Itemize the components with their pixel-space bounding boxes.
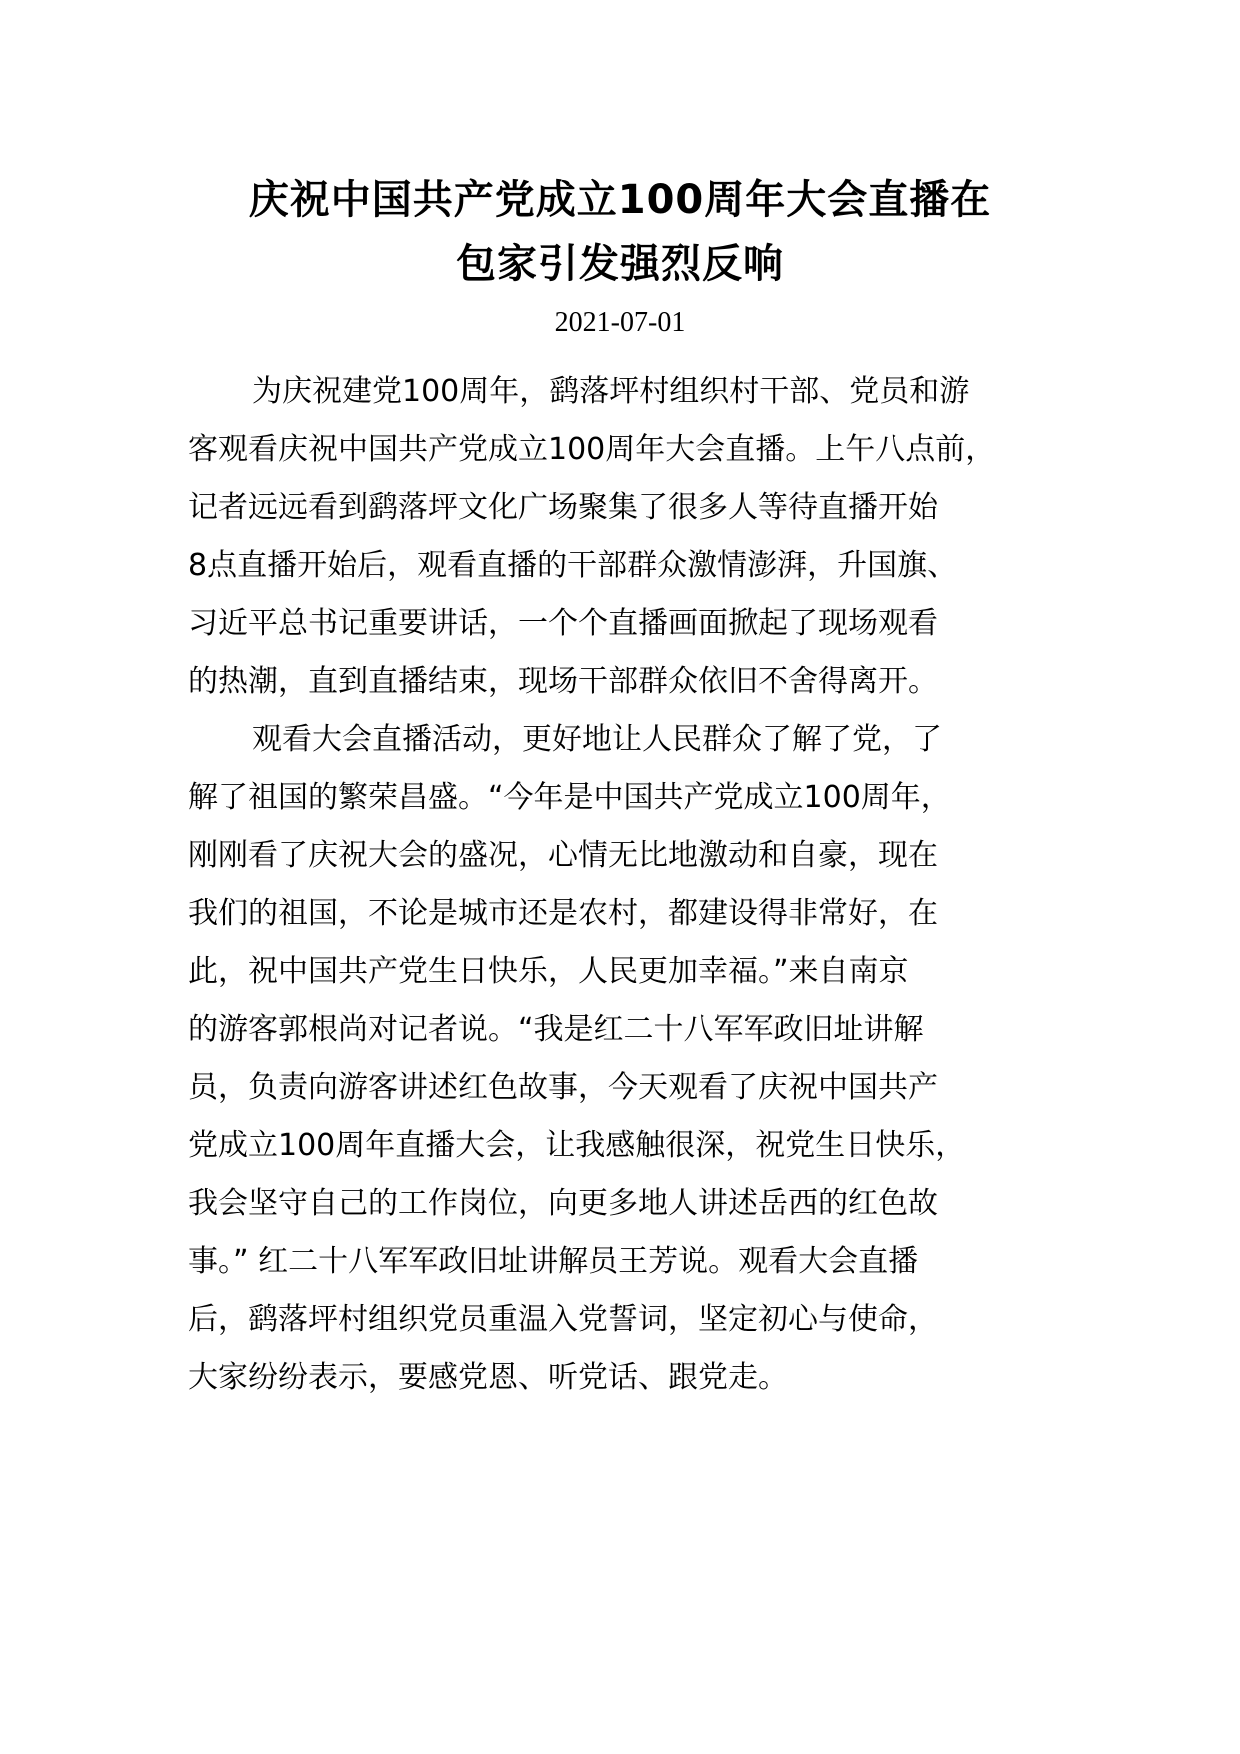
body-line: 此，祝中国共产党生日快乐，人民更加幸福。”来自南京: [188, 954, 909, 989]
body-line: 后，鹞落坪村组织党员重温入党誓词，坚定初心与使命，: [188, 1302, 938, 1337]
body-line: 大家纷纷表示，要感党恩、听党话、跟党走。: [188, 1360, 788, 1395]
article-title-line-1: 庆祝中国共产党成立100周年大会直播在: [248, 177, 992, 223]
body-line: 刚刚看了庆祝大会的盛况，心情无比地激动和自豪，现在: [188, 838, 938, 873]
body-line: 习近平总书记重要讲话，一个个直播画面掀起了现场观看: [188, 606, 938, 641]
body-line: 解了祖国的繁荣昌盛。“今年是中国共产党成立100周年，: [188, 780, 951, 815]
body-line: 的热潮，直到直播结束，现场干部群众依旧不舍得离开。: [188, 664, 938, 699]
body-line: 员，负责向游客讲述红色故事，今天观看了庆祝中国共产: [188, 1070, 938, 1105]
body-line: 我会坚守自己的工作岗位，向更多地人讲述岳西的红色故: [188, 1186, 938, 1221]
article-title-line-2: 包家引发强烈反响: [456, 241, 784, 287]
body-line: 的游客郭根尚对记者说。“我是红二十八军军政旧址讲解: [188, 1012, 924, 1047]
body-line: 观看大会直播活动，更好地让人民群众了解了党，了: [252, 722, 942, 757]
body-line: 事。” 红二十八军军政旧址讲解员王芳说。观看大会直播: [188, 1244, 919, 1279]
body-line: 我们的祖国，不论是城市还是农村，都建设得非常好，在: [188, 896, 938, 931]
body-line: 为庆祝建党100周年，鹞落坪村组织村干部、党员和游: [252, 374, 970, 409]
body-line: 客观看庆祝中国共产党成立100周年大会直播。上午八点前，: [188, 432, 996, 467]
article-date: 2021-07-01: [554, 307, 686, 338]
body-line: 记者远远看到鹞落坪文化广场聚集了很多人等待直播开始: [188, 490, 938, 525]
body-line: 8点直播开始后，观看直播的干部群众激情澎湃，升国旗、: [188, 548, 958, 583]
body-line: 党成立100周年直播大会，让我感触很深，祝党生日快乐，: [188, 1128, 966, 1163]
